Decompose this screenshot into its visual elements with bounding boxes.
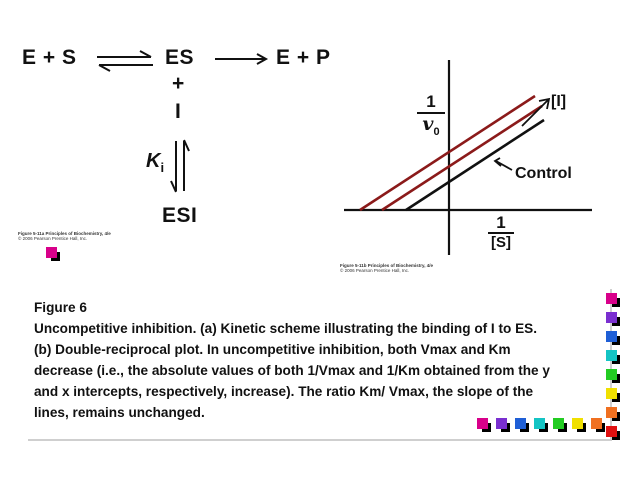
caption-line: Uncompetitive inhibition. (a) Kinetic scheme illustrating the binding of I to ES.	[34, 321, 537, 336]
decor-square-purple	[606, 312, 617, 323]
scheme-plus: +	[172, 72, 185, 95]
scheme-es: ES	[165, 46, 195, 69]
scheme-e-plus-s: E + S	[22, 46, 77, 69]
decor-square-blue	[606, 331, 617, 342]
control-series-label: Control	[515, 165, 572, 182]
inhibitor-series-label: [I]	[551, 93, 567, 110]
inhibitor-arrow	[522, 100, 548, 126]
figure-caption	[34, 297, 594, 423]
decor-square-orange	[591, 418, 602, 429]
decor-square-orange	[606, 407, 617, 418]
decor-square-magenta	[477, 418, 488, 429]
credit-left: Figure 5-11a Principles of Biochemistry, 4/e © 2006 Pearson Prentice Hall, Inc.	[18, 231, 111, 241]
x-axis-label: 1 [S]	[483, 214, 519, 251]
inhibited-line-mid	[382, 106, 542, 210]
forward-arrow	[213, 52, 269, 66]
caption-line: and x intercepts, respectively, increase). The ratio Km/ Vmax, the slope of the	[34, 384, 534, 399]
decor-square-green	[606, 369, 617, 380]
control-arrow	[496, 161, 512, 170]
decor-square-yellow	[572, 418, 583, 429]
caption-line: (b) Double-reciprocal plot. In uncompetitive inhibition, both Vmax and Km	[34, 342, 511, 357]
equilibrium-arrows	[95, 50, 155, 72]
decor-square-magenta	[46, 247, 57, 258]
decor-square-blue	[515, 418, 526, 429]
decor-square-purple	[496, 418, 507, 429]
decor-square-green	[553, 418, 564, 429]
decor-square-cyan	[534, 418, 545, 429]
caption-line: lines, remains unchanged.	[34, 405, 205, 420]
scheme-e-plus-p: E + P	[276, 46, 331, 69]
caption-line: Figure 6	[34, 300, 87, 315]
lineweaver-burk-plot	[330, 60, 600, 260]
scheme-esi: ESI	[162, 204, 198, 227]
caption-line: decrease (i.e., the absolute values of both 1/Vmax and 1/Km obtained from the y	[34, 363, 550, 378]
scheme-inhibitor: I	[175, 100, 182, 123]
decor-square-yellow	[606, 388, 617, 399]
decor-square-cyan	[606, 350, 617, 361]
credit-right: Figure 5-11b Principles of Biochemistry, 4/e © 2006 Pearson Prentice Hall, Inc.	[340, 263, 433, 273]
ki-label: $K_i$	[146, 150, 165, 175]
y-axis-label: 1 $v_0$	[413, 93, 449, 142]
vertical-equilibrium-arrows	[170, 137, 190, 195]
decor-square-red	[606, 426, 617, 437]
decor-square-magenta	[606, 293, 617, 304]
